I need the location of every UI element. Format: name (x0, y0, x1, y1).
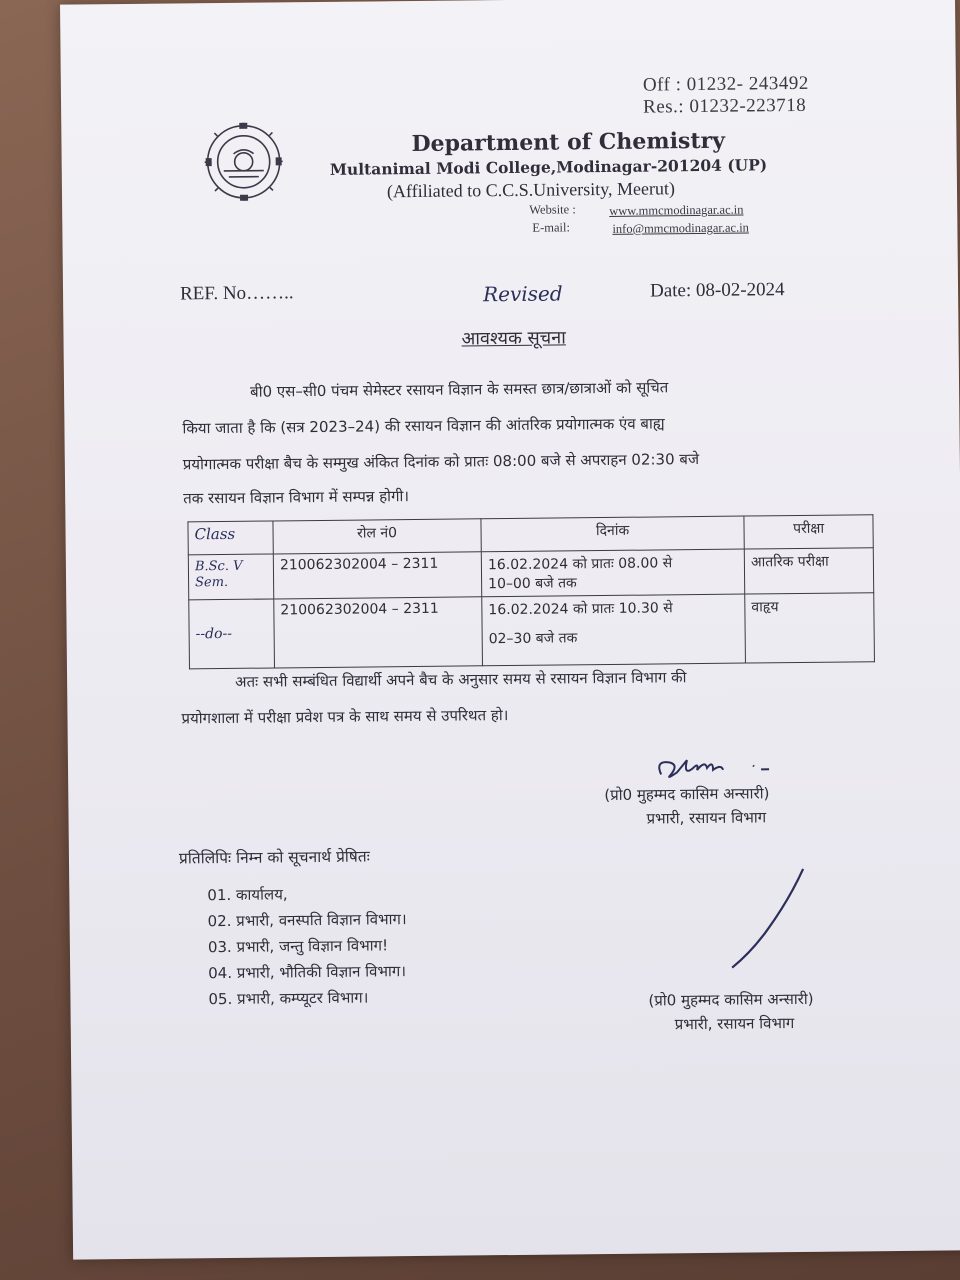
notice-line-2: किया जाता है कि (सत्र 2023–24) की रसायन विज्ञान की आंतरिक प्रयोगात्मक एंव बाह्य (182, 414, 665, 438)
closing-line-2: प्रयोगशाला में परीक्षा प्रवेश पत्र के साथ समय से उपरिथत हो। (181, 706, 509, 728)
cell-class: --do-- (189, 599, 275, 669)
ref-number: REF. No…….. (179, 282, 294, 305)
notice-document (60, 0, 960, 1260)
list-item: 02. प्रभारी, वनस्पति विज्ञान विभाग। (207, 910, 407, 931)
signature-1-title: प्रभारी, रसायन विभाग (646, 808, 767, 828)
website-label: Website : (529, 202, 576, 217)
signature-1-name: (प्रो0 मुहम्मद कासिम अन्सारी) (604, 784, 770, 805)
affiliation-line: (Affiliated to C.C.S.University, Meerut) (386, 178, 676, 202)
header-roll: रोल नं0 (273, 519, 481, 554)
list-item: 04. प्रभारी, भौतिकी विज्ञान विभाग। (208, 962, 407, 983)
notice-line-4: तक रसायन विज्ञान विभाग में सम्पन्न होगी। (183, 487, 410, 508)
exam-schedule-table (187, 514, 875, 669)
website-link[interactable]: www.mmcmodinagar.ac.in (609, 202, 744, 218)
list-item: 05. प्रभारी, कम्प्यूटर विभाग। (208, 988, 369, 1009)
signature-2-title: प्रभारी, रसायन विभाग (674, 1014, 795, 1034)
cell-roll: 210062302004 – 2311 (274, 597, 483, 668)
department-title: Department of Chemistry (411, 127, 726, 158)
notice-line-1: बी0 एस–सी0 पंचम सेमेस्टर रसायन विज्ञान के समस्त छात्र/छात्राओं को सूचित (249, 378, 669, 401)
notice-line-3: प्रयोगात्मक परीक्षा बैच के सम्मुख अंकित दिनांक को प्रातः 08:00 बजे से अपराहन 02:30 बजे (182, 450, 700, 474)
revised-handwritten-note: Revised (482, 281, 563, 307)
cell-roll: 210062302004 – 2311 (273, 552, 481, 599)
college-name: Multanimal Modi College,Modinagar-201204 (UP) (329, 155, 768, 179)
email-label: E-mail: (532, 220, 570, 235)
table-row (188, 548, 873, 600)
residence-phone: Res.: 01232-223718 (643, 94, 807, 118)
signature-2-name: (प्रो0 मुहम्मद कासिम अन्सारी) (648, 989, 814, 1010)
cell-exam: आतरिक परीक्षा (744, 548, 873, 594)
copy-list (207, 883, 407, 1015)
office-phone: Off : 01232- 243492 (642, 72, 809, 96)
cell-exam: वाहृय (745, 593, 875, 663)
cell-class: B.Sc. V Sem. (188, 554, 273, 600)
header-exam: परीक्षा (744, 515, 873, 549)
cell-date: 16.02.2024 को प्रातः 08.00 से 10–00 बजे तक (481, 549, 744, 597)
copy-heading: प्रतिलिपिः निम्न को सूचनार्थ प्रेषितः (178, 847, 370, 868)
header-class: Class (188, 521, 273, 555)
signature-2-mark (719, 865, 810, 972)
notice-date: Date: 08-02-2024 (649, 279, 785, 302)
notice-heading: आवश्यक सूचना (461, 327, 566, 350)
closing-line-1: अतः सभी सम्बंधित विद्यार्थी अपने बैच के अनुसार समय से रसायन विज्ञान विभाग की (235, 668, 687, 691)
list-item: 03. प्रभारी, जन्तु विज्ञान विभाग! (207, 936, 389, 957)
header-date: दिनांक (481, 516, 744, 552)
signature-1-mark (653, 749, 783, 784)
list-item: 01. कार्यालय, (207, 885, 288, 905)
email-link[interactable]: info@mmcmodinagar.ac.in (612, 220, 749, 236)
cell-date: 16.02.2024 को प्रातः 10.30 से 02–30 बजे तक (482, 594, 746, 666)
table-row (189, 593, 875, 669)
college-emblem-icon (193, 120, 294, 203)
